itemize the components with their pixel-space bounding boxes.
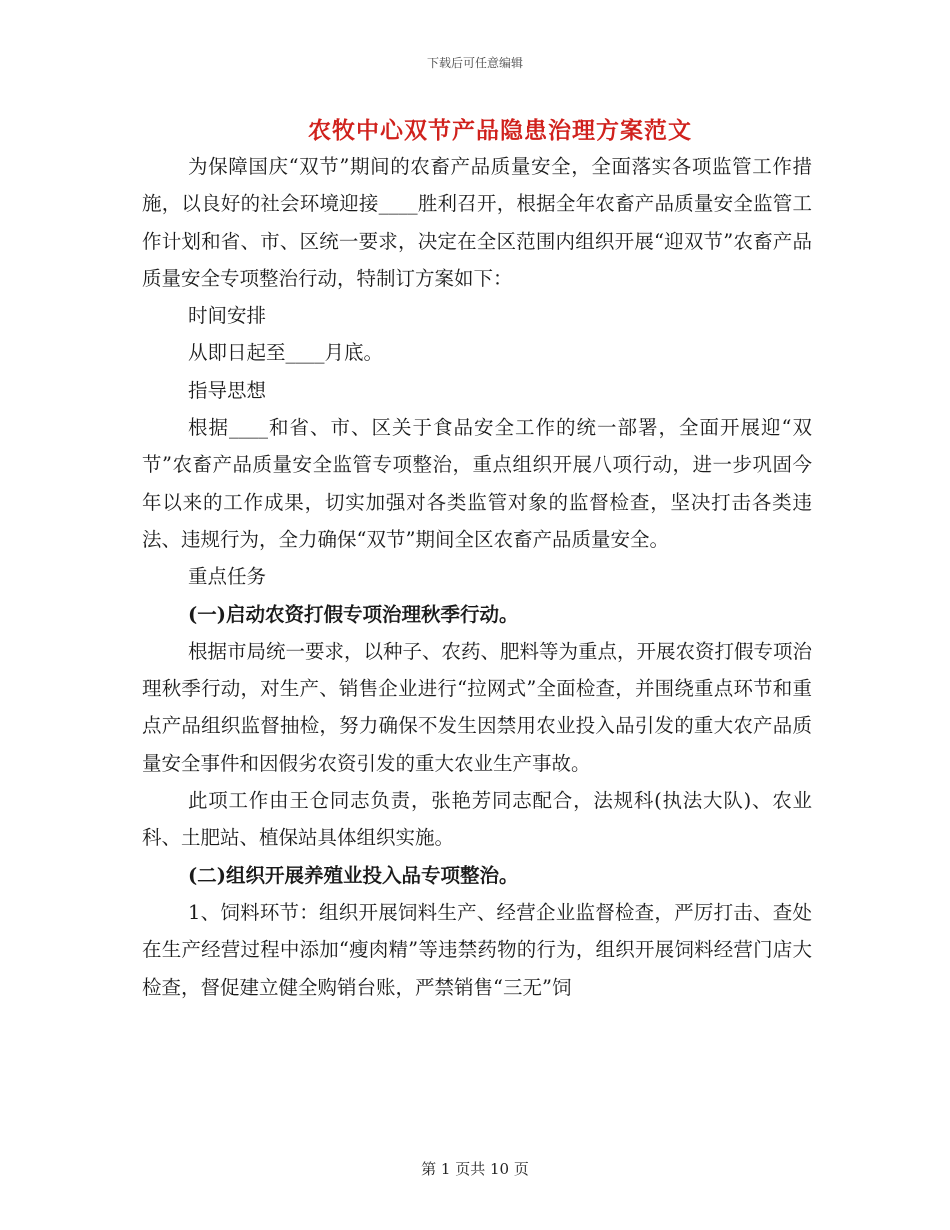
- document-body: [142, 148, 812, 1006]
- page-footer: 第 1 页共 10 页: [421, 1160, 529, 1178]
- section-heading-time: 时间安排: [188, 304, 267, 328]
- paragraph-intro: 为保障国庆“双节”期间的农畜产品质量安全，全面落实各项监管工作措施，以良好的社会环境迎接____胜利召开，根据全年农畜产品质量安全监管工作计划和省、市、区统一要求，决定在全区范围内组织开展“迎双节”农畜产品质量安全专项整治行动，特制订方案如下：: [142, 155, 812, 290]
- task-heading-1: (一)启动农资打假专项治理秋季行动。: [188, 602, 519, 626]
- page-header: 下载后可任意编辑: [426, 56, 523, 70]
- task-heading-2: (二)组织开展养殖业投入品专项整治。: [188, 863, 519, 887]
- paragraph-task-2-feed: 1、饲料环节：组织开展饲料生产、经营企业监督检查，严厉打击、查处在生产经营过程中添加“瘦肉精”等违禁药物的行为，组织开展饲料经营门店大检查，督促建立健全购销台账，严禁销售“三无”饲: [142, 900, 812, 999]
- section-heading-tasks: 重点任务: [188, 565, 267, 589]
- paragraph-task-1-responsibility: 此项工作由王仓同志负责，张艳芳同志配合，法规科(执法大队)、农业科、土肥站、植保站具体组织实施。: [142, 789, 812, 850]
- document-title: 农牧中心双节产品隐患治理方案范文: [308, 117, 692, 144]
- paragraph-task-1: 根据市局统一要求，以种子、农药、肥料等为重点，开展农资打假专项治理秋季行动，对生产、销售企业进行“拉网式”全面检查，并围绕重点环节和重点产品组织监督抽检，努力确保不发生因禁用农业投入品引发的重大农产品质量安全事件和因假劣农资引发的重大农业生产事故。: [142, 639, 813, 775]
- section-heading-guidance: 指导思想: [188, 378, 267, 402]
- paragraph-guidance: 根据____和省、市、区关于食品安全工作的统一部署，全面开展迎“双节”农畜产品质量安全监管专项整治，重点组织开展八项行动，进一步巩固今年以来的工作成果，切实加强对各类监管对象的监督检查，坚决打击各类违法、违规行为，全力确保“双节”期间全区农畜产品质量安全。: [142, 416, 812, 551]
- paragraph-time: 从即日起至____月底。: [188, 341, 384, 365]
